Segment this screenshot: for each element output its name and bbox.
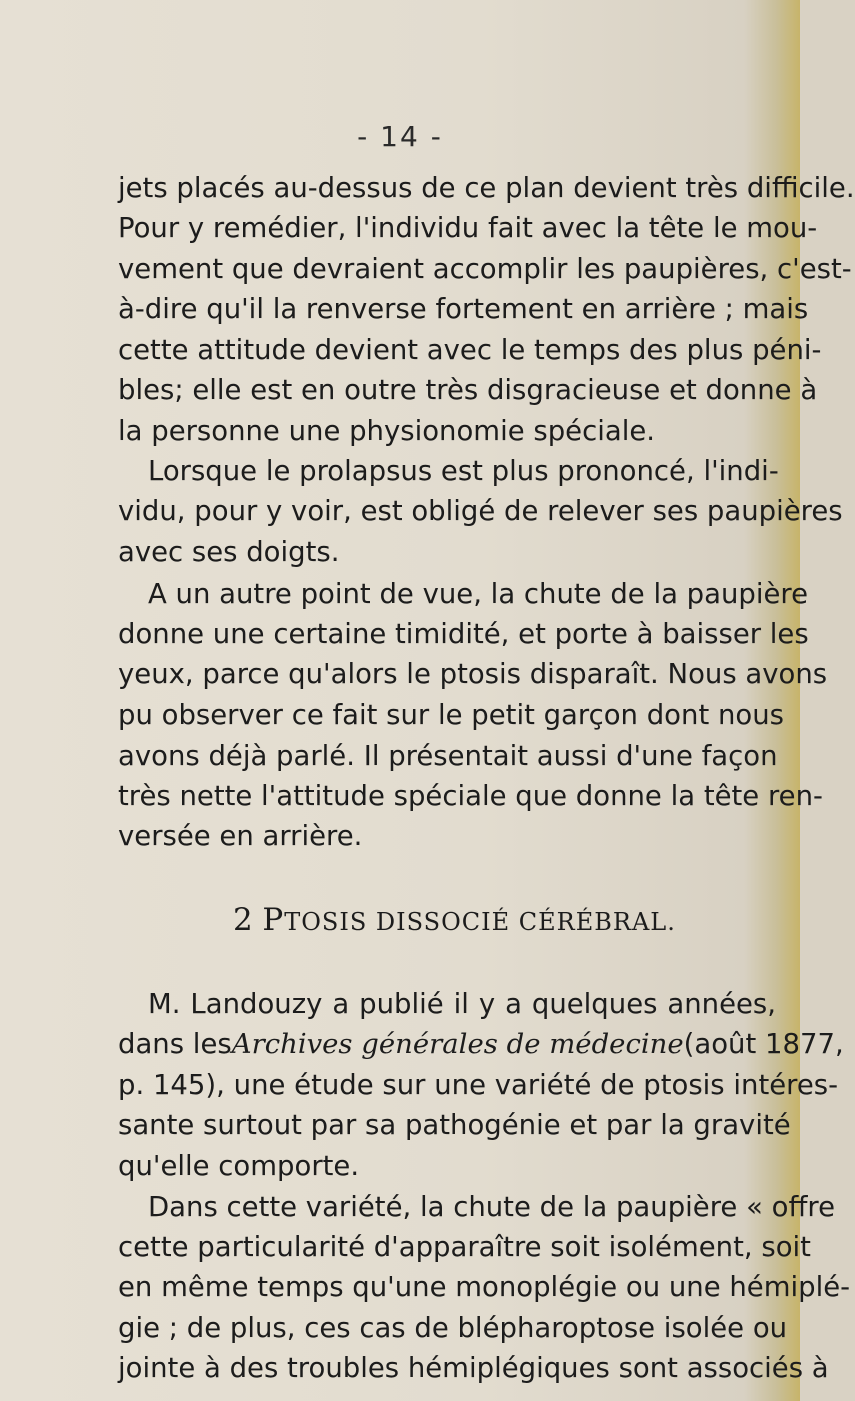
text-line: qu'elle comporte. [118,1149,360,1182]
text-line: A un autre point de vue, la chute de la paupière [148,577,809,610]
section-heading [233,903,676,939]
text-line: p. 145), une étude sur une variété de ptosis intéres- [118,1069,839,1102]
section-number: 2 [233,902,254,939]
section-title: TOSIS DISSOCIÉ CÉRÉBRAL. [284,908,676,937]
text-line: M. Landouzy a publié il y a quelques années, [148,987,776,1020]
text-line: cette attitude devient avec le temps des plus péni- [118,334,822,367]
text-line: cette particularité d'apparaître soit isolément, soit [118,1231,811,1264]
text-line: yeux, parce qu'alors le ptosis disparaît. Nous avons [118,658,828,691]
text-line: très nette l'attitude spéciale que donne la tête ren- [118,779,823,812]
text-line: la personne une physionomie spéciale. [118,414,656,447]
text-line [118,1027,844,1061]
text-segment: (août 1877, [683,1027,844,1060]
text-line: en même temps qu'une monoplégie ou une hémiplé- [118,1271,851,1304]
text-line: gie ; de plus, ces cas de blépharoptose isolée ou [118,1311,788,1344]
text-line: avec ses doigts. [118,536,340,569]
text-line: Dans cette variété, la chute de la paupière « offre [148,1190,836,1223]
text-line: vidu, pour y voir, est obligé de relever ses paupières [118,495,843,528]
text-line: versée en arrière. [118,820,363,853]
text-line: jets placés au-dessus de ce plan devient très difficile. [118,172,855,204]
text-line: à-dire qu'il la renverse fortement en arrière ; mais [118,292,809,325]
text-line: bles; elle est en outre très disgracieuse et donne à [118,374,818,407]
text-line: sante surtout par sa pathogénie et par la gravité [118,1109,791,1142]
text-line: Lorsque le prolapsus est plus prononcé, l'indi- [148,454,779,487]
text-line: Pour y remédier, l'individu fait avec la tête le mou- [118,212,818,245]
text-line: pu observer ce fait sur le petit garçon dont nous [118,699,784,732]
text-line: vement que devraient accomplir les paupières, c'est- [118,252,852,285]
text-line: donne une certaine timidité, et porte à baisser les [118,617,809,650]
section-title-initial: P [262,902,285,939]
page-number: - 14 - [357,120,443,153]
journal-title: Archives générales de médecine [231,1027,684,1060]
text-line: avons déjà parlé. Il présentait aussi d'une façon [118,739,778,772]
text-line: jointe à des troubles hémiplégiques sont associés à [118,1352,829,1384]
text-segment: dans les [118,1027,232,1060]
